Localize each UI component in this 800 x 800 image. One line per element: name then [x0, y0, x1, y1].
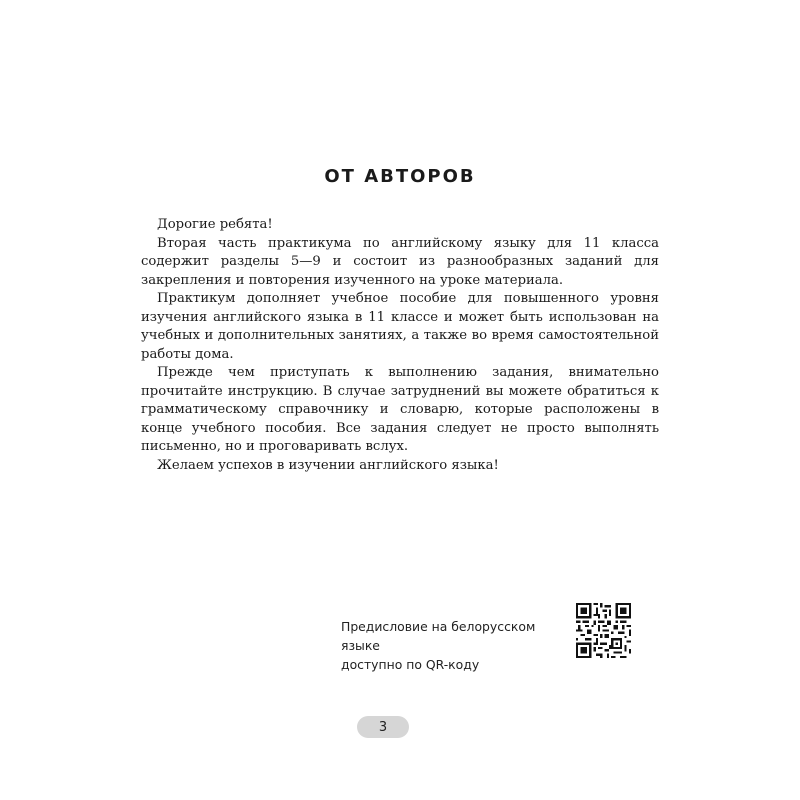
footnote-line-1: Предисловие на белорусском языке: [341, 619, 536, 653]
preface-body: [141, 216, 659, 475]
footnote-line-2: доступно по QR-коду: [341, 657, 480, 672]
paragraph-wishes: Желаем успехов в изучении английского языка!: [157, 457, 499, 473]
page-number: [357, 716, 409, 738]
qr-code-icon[interactable]: [576, 603, 631, 658]
paragraph-contents: Вторая часть практикума по английскому языку для 11 класса содержит разделы 5—9 и состоит из разнообразных заданий для закрепления и повторения изученного на уроке материала.: [141, 235, 659, 288]
page-title: ОТ АВТОРОВ: [324, 166, 476, 187]
paragraph-instructions: Прежде чем приступать к выполнению задания, внимательно прочитайте инструкцию. В случае затруднений вы можете обратиться к грамматическому справочнику и словарю, которые расположены в конце учебного пособия. Все задания следует не просто выполнять письменно, но и проговаривать вслух.: [141, 365, 659, 454]
qr-footnote: [341, 617, 571, 674]
greeting-paragraph: Дорогие ребята!: [157, 217, 273, 232]
page-number-text: 3: [378, 719, 388, 735]
paragraph-purpose: Практикум дополняет учебное пособие для повышенного уровня изучения английского языка в 11 классе и может быть использован на учебных и дополнительных занятиях, а также во время самостоятельной работы дома.: [141, 291, 659, 362]
